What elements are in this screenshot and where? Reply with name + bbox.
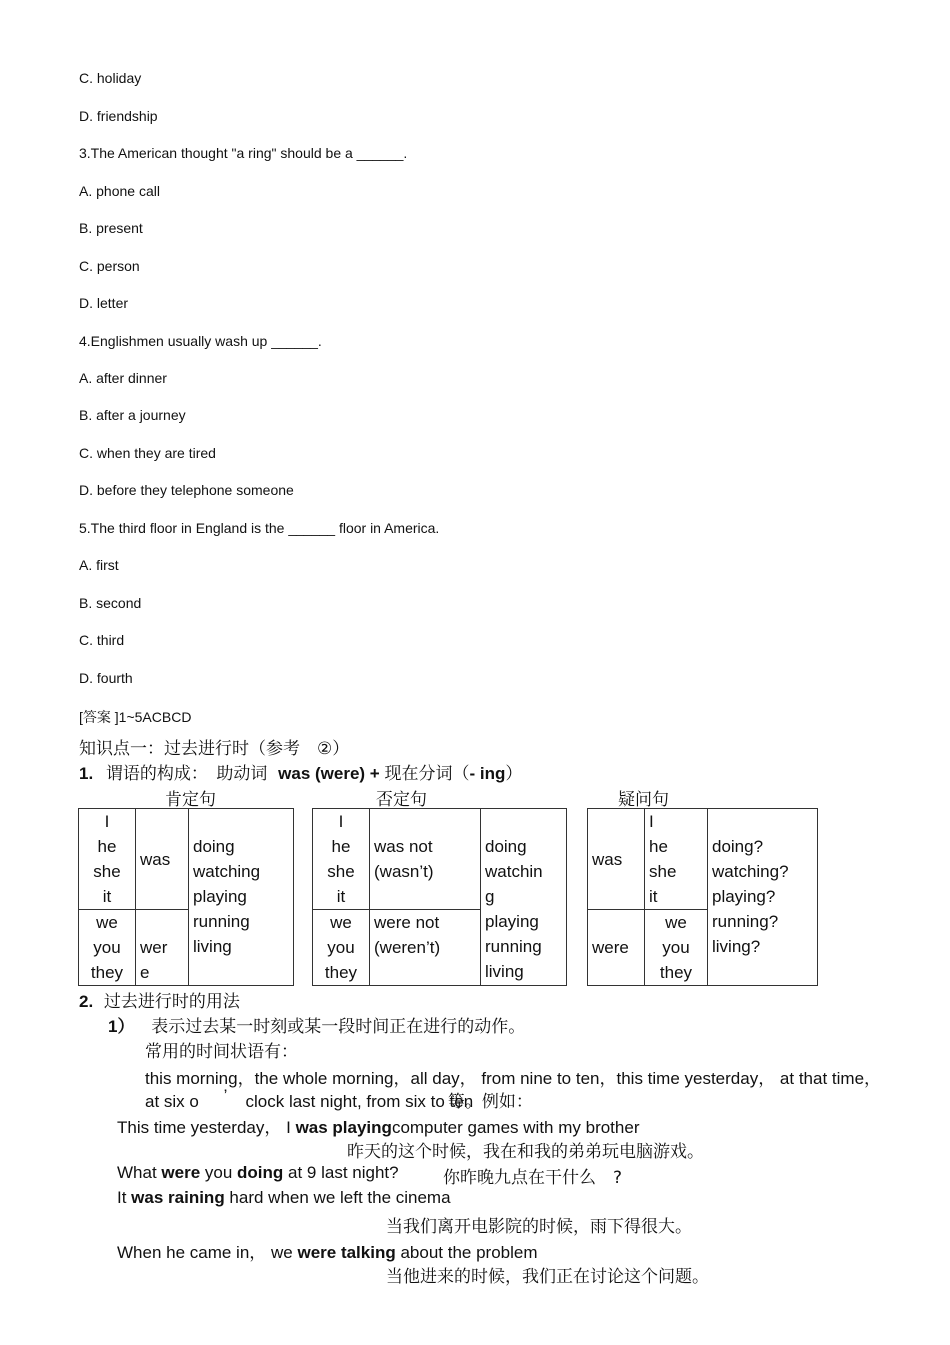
apostrophe: ’ [223,1086,227,1105]
text-part: It [117,1188,132,1207]
quiz-line: D. before they telephone someone [79,482,294,498]
pronouns-plural [79,910,136,986]
pronoun: we [96,913,118,932]
verbs-question [708,809,818,986]
formation-number: 1. [79,764,94,783]
text-part: computer games with my brother [391,1118,640,1137]
pronoun: it [336,887,346,906]
verb-form: running [485,937,542,956]
text-part: 等。例如： [447,1092,533,1112]
answer-key: [答案 ]1~5ACBCD [79,709,192,725]
verb-form: doing [485,837,527,856]
quiz-line: C. person [79,258,140,274]
negative-auxiliary-singular [370,809,481,910]
text-part: clock last night, from six to ten [245,1092,474,1111]
verb-form: running [193,912,250,931]
example-4-translation: 当他进来的时候，我们正在讨论这个问题。 [386,1267,709,1287]
text-bold: were talking [297,1243,396,1262]
quiz-line: B. after a journey [79,407,186,423]
pronoun: they [324,963,358,982]
text-bold: was raining [131,1188,225,1207]
knowledge-title: 知识点一：过去进行时（参考 ②） [79,739,350,759]
pronoun: she [649,862,677,881]
pronoun: he [649,837,668,856]
text-part: at six o [145,1092,199,1111]
affirmative-header: 肯定句 [165,790,216,810]
pronoun: he [97,837,117,856]
quiz-line: C. third [79,632,125,648]
text-part: about the problem [395,1243,538,1262]
text-part: you [200,1163,238,1182]
time-adverbial-line-2 [145,1087,533,1112]
pronouns-plural [645,910,708,986]
auxiliary-part: was not [374,837,433,856]
item-text: 表示过去某一时刻或某一段时间正在进行的动作。 [151,1017,526,1037]
quiz-line: D. fourth [79,670,133,686]
verb-form: watching [193,862,261,881]
quiz-line: D. friendship [79,108,158,124]
auxiliary-part: wer [140,938,168,957]
auxiliary-plural [136,910,189,986]
pronoun: it [649,887,658,906]
negative-table [312,808,567,986]
formation-bold2: - ing [469,764,506,783]
auxiliary-part: (wasn’t) [374,862,434,881]
quiz-line: D. letter [79,295,129,311]
verb-form: doing? [712,837,764,856]
quiz-line: A. first [79,557,119,573]
affirmative-table [78,808,294,986]
example-2 [117,1163,399,1183]
example-1 [117,1113,639,1138]
verb-form: living [193,937,232,956]
quiz-line: B. second [79,595,142,611]
verbs-negative [481,809,567,986]
time-adverbial-line: this morning，the whole morning，all day， from nine to ten，this time yesterday， at that time， [145,1069,882,1088]
item-number: 1） [108,1017,135,1036]
pronoun: we [665,913,687,932]
verb-form: playing [485,912,539,931]
text-part: What [117,1163,162,1182]
text-bold: was playing [295,1118,392,1137]
pronoun: he [331,837,351,856]
text-part: hard when we left the cinema [224,1188,451,1207]
pronoun: we [330,913,352,932]
pronoun: it [102,887,112,906]
formation-text2: 现在分词（ [384,764,470,784]
pronoun: they [90,963,124,982]
pronoun: I [104,812,110,831]
pronoun: I [338,812,344,831]
formation-line [79,759,522,784]
pronoun: you [327,938,355,957]
quiz-line: A. phone call [79,183,160,199]
text-part: When he came in， we [117,1243,298,1262]
text-bold: doing [237,1163,284,1182]
formation-bold: was (were) + [278,764,380,783]
verb-form: living [485,962,524,981]
verb-form: watchin [485,862,543,881]
text-part: at 9 last night? [283,1163,399,1182]
quiz-line: B. present [79,220,143,236]
pronoun: I [649,812,654,831]
auxiliary-part: (weren’t) [374,938,441,957]
auxiliary-singular: was [136,809,189,910]
quiz-question: 4.Englishmen usually wash up ______. [79,333,322,349]
pronouns-singular [313,809,370,910]
question-table [587,808,818,986]
pronoun: you [93,938,121,957]
usage-heading [79,987,240,1012]
auxiliary-part: e [140,963,150,982]
formation-text: 谓语的构成： 助动词 [105,764,268,784]
quiz-line: C. holiday [79,70,142,86]
usage-title: 过去进行时的用法 [103,992,240,1012]
pronoun: she [93,862,121,881]
quiz-question: 5.The third floor in England is the ______ floor in America. [79,520,440,536]
negative-header: 否定句 [376,790,427,810]
verb-form: playing? [712,887,776,906]
quiz-question: 3.The American thought "a ring" should be a ______. [79,145,408,161]
verb-form: running? [712,912,779,931]
pronoun: she [327,862,355,881]
quiz-line: C. when they are tired [79,445,216,461]
pronouns-plural [313,910,370,986]
time-adverbial-intro: 常用的时间状语有： [145,1042,298,1062]
pronouns-singular [79,809,136,910]
verb-form: watching? [712,862,789,881]
text-part: This time yesterday， I [117,1118,296,1137]
pronoun: you [662,938,690,957]
auxiliary-singular: was [588,809,645,910]
verbs-affirmative [189,809,294,986]
text-bold: were [161,1163,201,1182]
pronouns-singular [645,809,708,910]
verb-form: playing [193,887,247,906]
quiz-line: A. after dinner [79,370,167,386]
example-2-translation: 你昨晚九点在干什么 ? [443,1168,623,1188]
question-header: 疑问句 [618,790,669,810]
verb-form: doing [193,837,235,856]
auxiliary-plural: were [588,910,645,986]
auxiliary-part: were not [374,913,440,932]
example-3-translation: 当我们离开电影院的时候，雨下得很大。 [386,1217,692,1237]
pronoun: they [659,963,693,982]
usage-number: 2. [79,992,94,1011]
verb-form: living? [712,937,761,956]
negative-auxiliary-plural [370,910,481,986]
verb-form: g [485,887,495,906]
example-3 [117,1188,451,1208]
usage-item-1 [108,1012,525,1037]
formation-end: ） [505,764,523,784]
example-4 [117,1238,538,1263]
example-1-translation: 昨天的这个时候，我在和我的弟弟玩电脑游戏。 [347,1142,704,1162]
